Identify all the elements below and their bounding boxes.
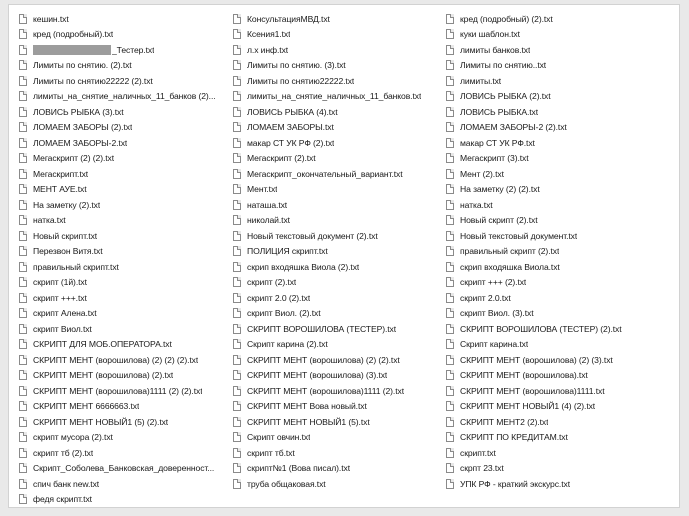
file-name: Новый текстовый документ.txt bbox=[460, 230, 578, 241]
file-item[interactable] bbox=[233, 228, 438, 244]
file-item[interactable] bbox=[446, 104, 678, 120]
text-file-icon bbox=[19, 14, 27, 24]
file-name: Мент (2).txt bbox=[460, 168, 504, 179]
file-name: труба общаковая.txt bbox=[247, 478, 326, 489]
file-name: СКРИПТ МЕНТ (ворошилова).txt bbox=[460, 370, 588, 381]
file-name: куки шаблон.txt bbox=[460, 29, 520, 40]
file-item[interactable] bbox=[446, 414, 678, 430]
file-name: правильный скрипт.txt bbox=[33, 261, 119, 272]
text-file-icon bbox=[19, 355, 27, 365]
file-item[interactable] bbox=[233, 461, 438, 477]
file-item[interactable] bbox=[233, 182, 438, 198]
file-item[interactable] bbox=[19, 259, 224, 275]
file-column-2 bbox=[233, 11, 438, 492]
file-item[interactable] bbox=[19, 492, 224, 508]
file-name: натка.txt bbox=[33, 215, 66, 226]
file-name: ЛОВИСЬ РЫБКА (2).txt bbox=[460, 91, 551, 102]
text-file-icon bbox=[446, 91, 454, 101]
file-name: СКРИПТ МЕНТ (ворошилова)1111 (2) (2).txt bbox=[33, 385, 203, 396]
file-item[interactable] bbox=[19, 352, 224, 368]
file-item[interactable] bbox=[19, 476, 224, 492]
file-item[interactable] bbox=[446, 275, 678, 291]
text-file-icon bbox=[233, 262, 241, 272]
file-item[interactable] bbox=[233, 58, 438, 74]
text-file-icon bbox=[19, 122, 27, 132]
file-item[interactable] bbox=[446, 197, 678, 213]
file-item[interactable] bbox=[19, 290, 224, 306]
file-name: Перезвон Витя.txt bbox=[33, 246, 103, 257]
file-item[interactable] bbox=[446, 445, 678, 461]
file-item[interactable] bbox=[19, 445, 224, 461]
file-item[interactable] bbox=[446, 476, 678, 492]
file-item[interactable] bbox=[19, 414, 224, 430]
file-name: Лимиты по снятию22222 (2).txt bbox=[33, 75, 153, 86]
file-item[interactable] bbox=[446, 461, 678, 477]
text-file-icon bbox=[446, 76, 454, 86]
file-item[interactable] bbox=[19, 89, 224, 105]
file-item[interactable] bbox=[19, 321, 224, 337]
file-item[interactable] bbox=[233, 244, 438, 260]
file-item[interactable] bbox=[19, 383, 224, 399]
file-name: скрпт 23.txt bbox=[460, 463, 504, 474]
file-item[interactable] bbox=[19, 166, 224, 182]
text-file-icon bbox=[233, 324, 241, 334]
text-file-icon bbox=[446, 370, 454, 380]
text-file-icon bbox=[19, 324, 27, 334]
text-file-icon bbox=[233, 277, 241, 287]
file-column-1 bbox=[19, 11, 224, 507]
file-name: СКРИПТ ПО КРЕДИТАМ.txt bbox=[460, 432, 568, 443]
file-name: КонсультацияМВД.txt bbox=[247, 13, 330, 24]
text-file-icon bbox=[233, 370, 241, 380]
file-column-3 bbox=[446, 11, 678, 492]
file-item[interactable] bbox=[446, 368, 678, 384]
file-name: скрипт.txt bbox=[460, 447, 496, 458]
text-file-icon bbox=[19, 432, 27, 442]
file-name: лимиты_на_снятие_наличных_11_банков (2)... bbox=[33, 91, 216, 102]
text-file-icon bbox=[446, 14, 454, 24]
file-name: Мегаскрипт (2).txt bbox=[247, 153, 316, 164]
text-file-icon bbox=[19, 91, 27, 101]
file-name: СКРИПТ МЕНТ (ворошилова) (3).txt bbox=[247, 370, 388, 381]
file-name: СКРИПТ МЕНТ 6666663.txt bbox=[33, 401, 140, 412]
text-file-icon bbox=[446, 355, 454, 365]
text-file-icon bbox=[446, 200, 454, 210]
file-item[interactable] bbox=[233, 337, 438, 353]
file-item[interactable] bbox=[19, 197, 224, 213]
file-name: лимиты_на_снятие_наличных_11_банков.txt bbox=[247, 91, 422, 102]
file-item[interactable] bbox=[446, 11, 678, 27]
file-item[interactable] bbox=[19, 244, 224, 260]
file-name: Новый скрипт (2).txt bbox=[460, 215, 538, 226]
file-name: макар СТ УК РФ (2).txt bbox=[247, 137, 335, 148]
file-name: Лимиты по снятию. (2).txt bbox=[33, 60, 132, 71]
file-name: скрипт Виол. (3).txt bbox=[460, 308, 534, 319]
file-name: Новый скрипт.txt bbox=[33, 230, 98, 241]
file-name: наташа.txt bbox=[247, 199, 288, 210]
file-name: ЛОВИСЬ РЫБКА.txt bbox=[460, 106, 539, 117]
file-item[interactable] bbox=[233, 275, 438, 291]
text-file-icon bbox=[233, 153, 241, 163]
file-name: скрипт тб (2).txt bbox=[33, 447, 94, 458]
file-name: лимиты банков.txt bbox=[460, 44, 531, 55]
file-name: скрип входяшка Виола.txt bbox=[460, 261, 560, 272]
text-file-icon bbox=[233, 29, 241, 39]
text-file-icon bbox=[446, 401, 454, 411]
file-name: ЛОМАЕМ ЗАБОРЫ-2.txt bbox=[33, 137, 128, 148]
file-name: ПОЛИЦИЯ скрипт.txt bbox=[247, 246, 328, 257]
file-name: СКРИПТ МЕНТ (ворошилова)1111 (2).txt bbox=[247, 385, 404, 396]
file-item[interactable] bbox=[233, 414, 438, 430]
file-item[interactable] bbox=[446, 430, 678, 446]
text-file-icon bbox=[233, 122, 241, 132]
text-file-icon bbox=[446, 184, 454, 194]
file-item[interactable] bbox=[233, 352, 438, 368]
text-file-icon bbox=[446, 122, 454, 132]
file-item[interactable] bbox=[19, 27, 224, 43]
text-file-icon bbox=[233, 401, 241, 411]
file-name: правильный скрипт (2).txt bbox=[460, 246, 560, 257]
file-item[interactable] bbox=[19, 213, 224, 229]
file-name: лимиты.txt bbox=[460, 75, 502, 86]
text-file-icon bbox=[19, 138, 27, 148]
text-file-icon bbox=[233, 184, 241, 194]
file-name: СКРИПТ МЕНТ (ворошилова)1111.txt bbox=[460, 385, 605, 396]
text-file-icon bbox=[19, 215, 27, 225]
text-file-icon bbox=[446, 479, 454, 489]
file-item[interactable] bbox=[446, 135, 678, 151]
file-item[interactable] bbox=[446, 27, 678, 43]
file-item[interactable] bbox=[19, 104, 224, 120]
text-file-icon bbox=[233, 200, 241, 210]
file-name: скрип входяшка Виола (2).txt bbox=[247, 261, 360, 272]
file-name: Мегаскрипт.txt bbox=[33, 168, 89, 179]
text-file-icon bbox=[233, 231, 241, 241]
file-item[interactable] bbox=[19, 182, 224, 198]
file-item[interactable] bbox=[233, 259, 438, 275]
text-file-icon bbox=[446, 432, 454, 442]
text-file-icon bbox=[19, 277, 27, 287]
file-item[interactable] bbox=[446, 213, 678, 229]
text-file-icon bbox=[233, 479, 241, 489]
text-file-icon bbox=[233, 76, 241, 86]
file-name: УПК РФ - краткий экскурс.txt bbox=[460, 478, 570, 489]
file-item[interactable] bbox=[233, 151, 438, 167]
text-file-icon bbox=[446, 308, 454, 318]
file-item[interactable] bbox=[19, 461, 224, 477]
file-list bbox=[19, 11, 679, 507]
file-item[interactable] bbox=[233, 321, 438, 337]
file-explorer-window bbox=[8, 4, 680, 508]
file-name: скрипт Виол. (2).txt bbox=[247, 308, 321, 319]
file-name: скрипт№1 (Вова писал).txt bbox=[247, 463, 350, 474]
text-file-icon bbox=[19, 494, 27, 504]
file-item[interactable] bbox=[233, 27, 438, 43]
text-file-icon bbox=[446, 463, 454, 473]
file-name: СКРИПТ МЕНТ (ворошилова) (2) (3).txt bbox=[460, 354, 613, 365]
file-name: скрипт Алена.txt bbox=[33, 308, 97, 319]
text-file-icon bbox=[446, 417, 454, 427]
file-item[interactable] bbox=[19, 42, 224, 58]
text-file-icon bbox=[446, 153, 454, 163]
text-file-icon bbox=[233, 14, 241, 24]
file-name: СКРИПТ ВОРОШИЛОВА (ТЕСТЕР) (2).txt bbox=[460, 323, 622, 334]
file-name: СКРИПТ МЕНТ2 (2).txt bbox=[460, 416, 549, 427]
text-file-icon bbox=[446, 324, 454, 334]
file-name: СКРИПТ МЕНТ (ворошилова) (2) (2) (2).txt bbox=[33, 354, 199, 365]
text-file-icon bbox=[233, 138, 241, 148]
file-name: скрипт +++.txt bbox=[33, 292, 87, 303]
file-name: макар СТ УК РФ.txt bbox=[460, 137, 535, 148]
text-file-icon bbox=[19, 448, 27, 458]
text-file-icon bbox=[233, 386, 241, 396]
text-file-icon bbox=[19, 76, 27, 86]
file-item[interactable] bbox=[446, 259, 678, 275]
text-file-icon bbox=[233, 169, 241, 179]
file-item[interactable] bbox=[446, 42, 678, 58]
text-file-icon bbox=[19, 107, 27, 117]
file-name: ЛОВИСЬ РЫБКА (3).txt bbox=[33, 106, 124, 117]
file-item[interactable] bbox=[446, 73, 678, 89]
text-file-icon bbox=[446, 262, 454, 272]
text-file-icon bbox=[446, 169, 454, 179]
file-item[interactable] bbox=[446, 306, 678, 322]
file-item[interactable] bbox=[446, 337, 678, 353]
file-name: Скрипт карина (2).txt bbox=[247, 339, 328, 350]
file-name: Лимиты по снятию. (3).txt bbox=[247, 60, 346, 71]
file-name: кред (подробный).txt bbox=[33, 29, 114, 40]
file-item[interactable] bbox=[446, 120, 678, 136]
file-item[interactable] bbox=[19, 228, 224, 244]
file-item[interactable] bbox=[233, 430, 438, 446]
file-item[interactable] bbox=[19, 135, 224, 151]
text-file-icon bbox=[233, 45, 241, 55]
file-item[interactable] bbox=[446, 383, 678, 399]
file-name: СКРИПТ ДЛЯ МОБ.ОПЕРАТОРА.txt bbox=[33, 339, 172, 350]
file-name: Ксения1.txt bbox=[247, 29, 291, 40]
file-name: ЛОМАЕМ ЗАБОРЫ (2).txt bbox=[33, 122, 133, 133]
file-name: скрипт тб.txt bbox=[247, 447, 295, 458]
file-item[interactable] bbox=[446, 89, 678, 105]
text-file-icon bbox=[233, 60, 241, 70]
text-file-icon bbox=[19, 200, 27, 210]
file-name: скрипт +++ (2).txt bbox=[460, 277, 527, 288]
file-item[interactable] bbox=[233, 197, 438, 213]
text-file-icon bbox=[233, 463, 241, 473]
text-file-icon bbox=[19, 153, 27, 163]
file-item[interactable] bbox=[233, 290, 438, 306]
file-item[interactable] bbox=[233, 104, 438, 120]
file-name: Скрипт овчин.txt bbox=[247, 432, 311, 443]
file-name: ЛОВИСЬ РЫБКА (4).txt bbox=[247, 106, 338, 117]
file-item[interactable] bbox=[19, 151, 224, 167]
text-file-icon bbox=[446, 293, 454, 303]
file-name: Мент.txt bbox=[247, 184, 278, 195]
file-name: СКРИПТ МЕНТ НОВЫЙ1 (4) (2).txt bbox=[460, 401, 596, 412]
file-item[interactable] bbox=[233, 445, 438, 461]
file-name: Новый текстовый документ (2).txt bbox=[247, 230, 378, 241]
file-name: На заметку (2).txt bbox=[33, 199, 101, 210]
text-file-icon bbox=[446, 448, 454, 458]
file-item[interactable] bbox=[446, 58, 678, 74]
text-file-icon bbox=[19, 246, 27, 256]
text-file-icon bbox=[446, 107, 454, 117]
text-file-icon bbox=[446, 277, 454, 287]
file-item[interactable] bbox=[19, 275, 224, 291]
file-name: Мегаскрипт (3).txt bbox=[460, 153, 529, 164]
text-file-icon bbox=[233, 308, 241, 318]
file-name: скрипт (2).txt bbox=[247, 277, 297, 288]
file-item[interactable] bbox=[233, 306, 438, 322]
file-item[interactable] bbox=[233, 89, 438, 105]
file-name: На заметку (2) (2).txt bbox=[460, 184, 540, 195]
file-name: ЛОМАЕМ ЗАБОРЫ.txt bbox=[247, 122, 334, 133]
file-name: федя скрипт.txt bbox=[33, 494, 92, 505]
file-item[interactable] bbox=[446, 399, 678, 415]
text-file-icon bbox=[233, 107, 241, 117]
file-name: СКРИПТ МЕНТ НОВЫЙ1 (5).txt bbox=[247, 416, 370, 427]
text-file-icon bbox=[233, 91, 241, 101]
file-item[interactable] bbox=[446, 352, 678, 368]
text-file-icon bbox=[19, 370, 27, 380]
file-name: кешин.txt bbox=[33, 13, 69, 24]
file-name: Мегаскрипт (2) (2).txt bbox=[33, 153, 115, 164]
text-file-icon bbox=[446, 138, 454, 148]
text-file-icon bbox=[19, 60, 27, 70]
text-file-icon bbox=[233, 432, 241, 442]
text-file-icon bbox=[19, 29, 27, 39]
file-name: скрипт 2.0.txt bbox=[460, 292, 511, 303]
file-name: Лимиты по снятию..txt bbox=[460, 60, 547, 71]
text-file-icon bbox=[233, 293, 241, 303]
file-item[interactable] bbox=[233, 166, 438, 182]
file-item[interactable] bbox=[19, 430, 224, 446]
text-file-icon bbox=[19, 184, 27, 194]
file-item[interactable] bbox=[446, 228, 678, 244]
file-name: николай.txt bbox=[247, 215, 290, 226]
text-file-icon bbox=[19, 401, 27, 411]
file-name: скрипт Виол.txt bbox=[33, 323, 92, 334]
text-file-icon bbox=[446, 45, 454, 55]
text-file-icon bbox=[19, 479, 27, 489]
file-item[interactable] bbox=[233, 135, 438, 151]
file-item[interactable] bbox=[233, 368, 438, 384]
file-item[interactable] bbox=[446, 290, 678, 306]
file-item[interactable] bbox=[446, 182, 678, 198]
text-file-icon bbox=[446, 29, 454, 39]
text-file-icon bbox=[233, 355, 241, 365]
text-file-icon bbox=[19, 262, 27, 272]
file-name: натка.txt bbox=[460, 199, 493, 210]
file-item[interactable] bbox=[19, 11, 224, 27]
file-item[interactable] bbox=[19, 58, 224, 74]
text-file-icon bbox=[233, 448, 241, 458]
file-item[interactable] bbox=[233, 42, 438, 58]
text-file-icon bbox=[19, 231, 27, 241]
file-item[interactable] bbox=[446, 151, 678, 167]
text-file-icon bbox=[233, 215, 241, 225]
text-file-icon bbox=[446, 231, 454, 241]
file-item[interactable] bbox=[446, 244, 678, 260]
file-item[interactable] bbox=[19, 120, 224, 136]
text-file-icon bbox=[19, 339, 27, 349]
file-name: спич банк new.txt bbox=[33, 478, 100, 489]
file-name: СКРИПТ МЕНТ НОВЫЙ1 (5) (2).txt bbox=[33, 416, 169, 427]
text-file-icon bbox=[446, 386, 454, 396]
file-item[interactable] bbox=[446, 321, 678, 337]
file-name: л.х инф.txt bbox=[247, 44, 289, 55]
text-file-icon bbox=[233, 417, 241, 427]
file-name: кред (подробный) (2).txt bbox=[460, 13, 553, 24]
file-item[interactable] bbox=[233, 399, 438, 415]
text-file-icon bbox=[446, 60, 454, 70]
file-item[interactable] bbox=[233, 11, 438, 27]
file-name: Скрипт_Соболева_Банковская_доверенност... bbox=[33, 463, 215, 474]
file-name: скрипт (1й).txt bbox=[33, 277, 87, 288]
file-name: СКРИПТ МЕНТ (ворошилова) (2) (2).txt bbox=[247, 354, 400, 365]
text-file-icon bbox=[19, 386, 27, 396]
file-name: скрипт 2.0 (2).txt bbox=[247, 292, 311, 303]
text-file-icon bbox=[233, 246, 241, 256]
text-file-icon bbox=[446, 215, 454, 225]
text-file-icon bbox=[19, 417, 27, 427]
file-name: скрипт мусора (2).txt bbox=[33, 432, 113, 443]
text-file-icon bbox=[19, 308, 27, 318]
file-item[interactable] bbox=[19, 368, 224, 384]
text-file-icon bbox=[19, 169, 27, 179]
text-file-icon bbox=[19, 293, 27, 303]
file-name: _Тестер.txt bbox=[112, 44, 155, 55]
file-item[interactable] bbox=[233, 213, 438, 229]
file-name: Мегаскрипт_окончательный_вариант.txt bbox=[247, 168, 403, 179]
file-item[interactable] bbox=[233, 73, 438, 89]
file-name: ЛОМАЕМ ЗАБОРЫ-2 (2).txt bbox=[460, 122, 567, 133]
file-item[interactable] bbox=[233, 120, 438, 136]
file-name: Скрипт карина.txt bbox=[460, 339, 529, 350]
text-file-icon bbox=[446, 339, 454, 349]
file-item[interactable] bbox=[19, 399, 224, 415]
file-item[interactable] bbox=[233, 383, 438, 399]
text-file-icon bbox=[446, 246, 454, 256]
file-item[interactable] bbox=[446, 166, 678, 182]
file-item[interactable] bbox=[233, 476, 438, 492]
redacted-block bbox=[33, 45, 111, 55]
file-name: СКРИПТ МЕНТ Вова новый.txt bbox=[247, 401, 367, 412]
file-item[interactable] bbox=[19, 73, 224, 89]
file-name: СКРИПТ ВОРОШИЛОВА (ТЕСТЕР).txt bbox=[247, 323, 397, 334]
file-name: МЕНТ АУЕ.txt bbox=[33, 184, 87, 195]
file-name: Лимиты по снятию22222.txt bbox=[247, 75, 355, 86]
file-name: СКРИПТ МЕНТ (ворошилова) (2).txt bbox=[33, 370, 174, 381]
text-file-icon bbox=[19, 45, 27, 55]
file-item[interactable] bbox=[19, 306, 224, 322]
text-file-icon bbox=[233, 339, 241, 349]
file-item[interactable] bbox=[19, 337, 224, 353]
text-file-icon bbox=[19, 463, 27, 473]
